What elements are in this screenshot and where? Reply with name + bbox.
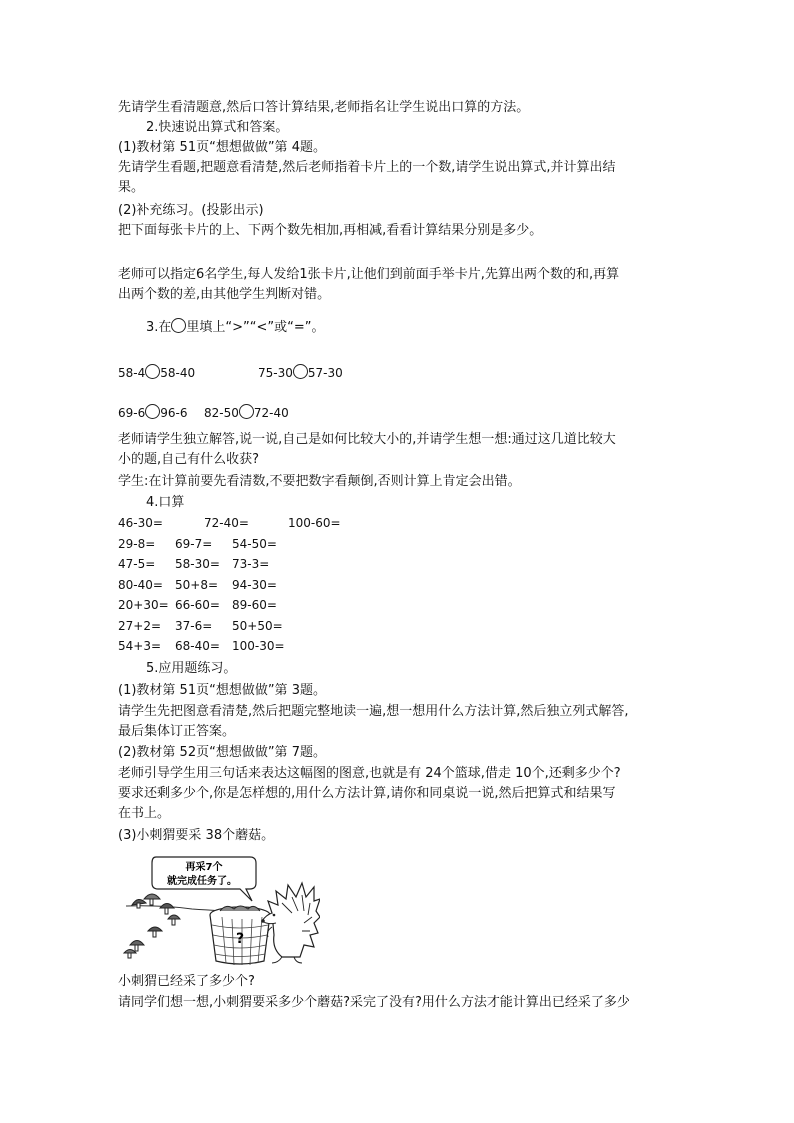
speech-text: 就完成任务了。: [167, 876, 237, 887]
heading-text: 里填上“>”“<”或“=”。: [186, 320, 325, 335]
oral-calc-item: 72-40=: [204, 516, 249, 530]
oral-calc-item: 46-30=: [118, 516, 163, 530]
oral-calc-item: 80-40=: [118, 577, 163, 592]
mushroom-icon: [124, 950, 136, 959]
mushroom-icon: [148, 927, 162, 937]
oral-calc-item: 73-3=: [232, 557, 270, 571]
oral-calc-item: 58-30=: [175, 557, 220, 571]
paragraph-line: 最后集体订正答案。: [118, 724, 236, 739]
oral-calc-item: 100-60=: [288, 516, 341, 530]
answer-circle-icon: [239, 404, 254, 419]
section-heading: [146, 318, 325, 336]
paragraph-line: (2)补充练习。(投影出示): [118, 203, 264, 218]
paragraph-line: 老师引导学生用三句话来表达这幅图的图意,也就是有 24个篮球,借走 10个,还剩多少个?: [118, 766, 621, 781]
oral-calc-item: 66-60=: [175, 598, 220, 612]
paragraph-line: 先请学生看清题意,然后口答计算结果,老师指名让学生说出口算的方法。: [118, 100, 530, 115]
oral-calc-item: 27+2=: [118, 618, 162, 633]
oral-calc-item: 47-5=: [118, 557, 156, 571]
compare-right: 57-30: [307, 366, 343, 380]
oral-calc-item: 54+3=: [118, 639, 162, 653]
paragraph-line: 老师请学生独立解答,说一说,自己是如何比较大小的,并请学生想一想:通过这几道比较大: [118, 432, 616, 447]
compare-left: 75-30: [258, 366, 293, 380]
oral-calc-item: 37-6=: [175, 618, 213, 633]
basket-icon: [210, 906, 270, 965]
answer-circle-icon: [293, 364, 308, 379]
paragraph-line: 学生:在计算前要先看清数,不要把数字看颠倒,否则计算上肯定会出错。: [118, 474, 521, 489]
answer-circle-icon: [171, 318, 186, 333]
oral-calc-item: 94-30=: [232, 577, 277, 592]
paragraph-line: 出两个数的差,由其他学生判断对错。: [118, 287, 331, 302]
paragraph-line: 请同学们想一想,小刺猬要采多少个蘑菇?采完了没有?用什么方法才能计算出已经采了多少: [118, 995, 630, 1010]
paragraph-line: (1)教材第 51页“想想做做”第 3题。: [118, 683, 326, 698]
paragraph-line: 小的题,自己有什么收获?: [118, 452, 260, 467]
paragraph-line: (1)教材第 51页“想想做做”第 4题。: [118, 140, 326, 155]
oral-calc-item: 50+50=: [232, 618, 283, 633]
oral-calc-item: 29-8=: [118, 536, 156, 551]
oral-calc-item: 100-30=: [232, 639, 285, 653]
oral-calc-item: 68-40=: [175, 639, 220, 653]
compare-item: [204, 404, 289, 421]
compare-left: 58-4: [118, 366, 146, 380]
paragraph-line: 老师可以指定6名学生,每人发给1张卡片,让他们到前面手举卡片,先算出两个数的和,再算: [118, 267, 620, 282]
paragraph-line: (3)小刺猬要采 38个蘑菇。: [118, 828, 275, 843]
mushroom-icon: [168, 915, 180, 925]
paragraph-line: 要求还剩多少个,你是怎样想的,用什么方法计算,请你和同桌说一说,然后把算式和结果写: [118, 786, 616, 801]
oral-calc-item: 89-60=: [232, 598, 277, 612]
compare-left: 82-50: [204, 406, 239, 420]
oral-calc-item: 54-50=: [232, 536, 277, 551]
mushroom-icon: [160, 904, 174, 915]
compare-item: [118, 364, 195, 381]
hedgehog-illustration: [122, 853, 320, 968]
mushroom-icon: [132, 899, 146, 908]
paragraph-line: 先请学生看题,把题意看清楚,然后老师指着卡片上的一个数,请学生说出算式,并计算出结: [118, 160, 616, 175]
oral-calc-item: 20+30=: [118, 598, 169, 612]
paragraph-line: (2)教材第 52页“想想做做”第 7题。: [118, 745, 326, 760]
hedgehog-icon: [261, 883, 320, 963]
answer-circle-icon: [145, 364, 160, 379]
speech-text: 再采7个: [185, 862, 223, 873]
answer-circle-icon: [145, 404, 160, 419]
compare-item: [118, 404, 187, 421]
compare-right: 72-40: [253, 406, 289, 420]
compare-right: 96-6: [160, 406, 188, 420]
basket-question-mark: ?: [235, 931, 245, 947]
heading-text: 3.在: [146, 320, 172, 335]
section-heading: 2.快速说出算式和答案。: [146, 120, 289, 135]
section-heading: 4.口算: [146, 495, 185, 510]
section-heading: 5.应用题练习。: [146, 661, 237, 676]
paragraph-line: 小刺猬已经采了多少个?: [118, 974, 255, 989]
paragraph-line: 把下面每张卡片的上、下两个数先相加,再相减,看看计算结果分别是多少。: [118, 223, 543, 238]
compare-right: 58-40: [160, 366, 196, 380]
compare-item: [258, 364, 343, 381]
paragraph-line: 果。: [118, 180, 145, 195]
paragraph-line: 在书上。: [118, 806, 171, 821]
paragraph-line: 请学生先把图意看清楚,然后把题完整地读一遍,想一想用什么方法计算,然后独立列式解答,: [118, 704, 629, 719]
compare-left: 69-6: [118, 406, 146, 420]
oral-calc-item: 69-7=: [175, 536, 213, 551]
oral-calc-item: 50+8=: [175, 577, 219, 592]
